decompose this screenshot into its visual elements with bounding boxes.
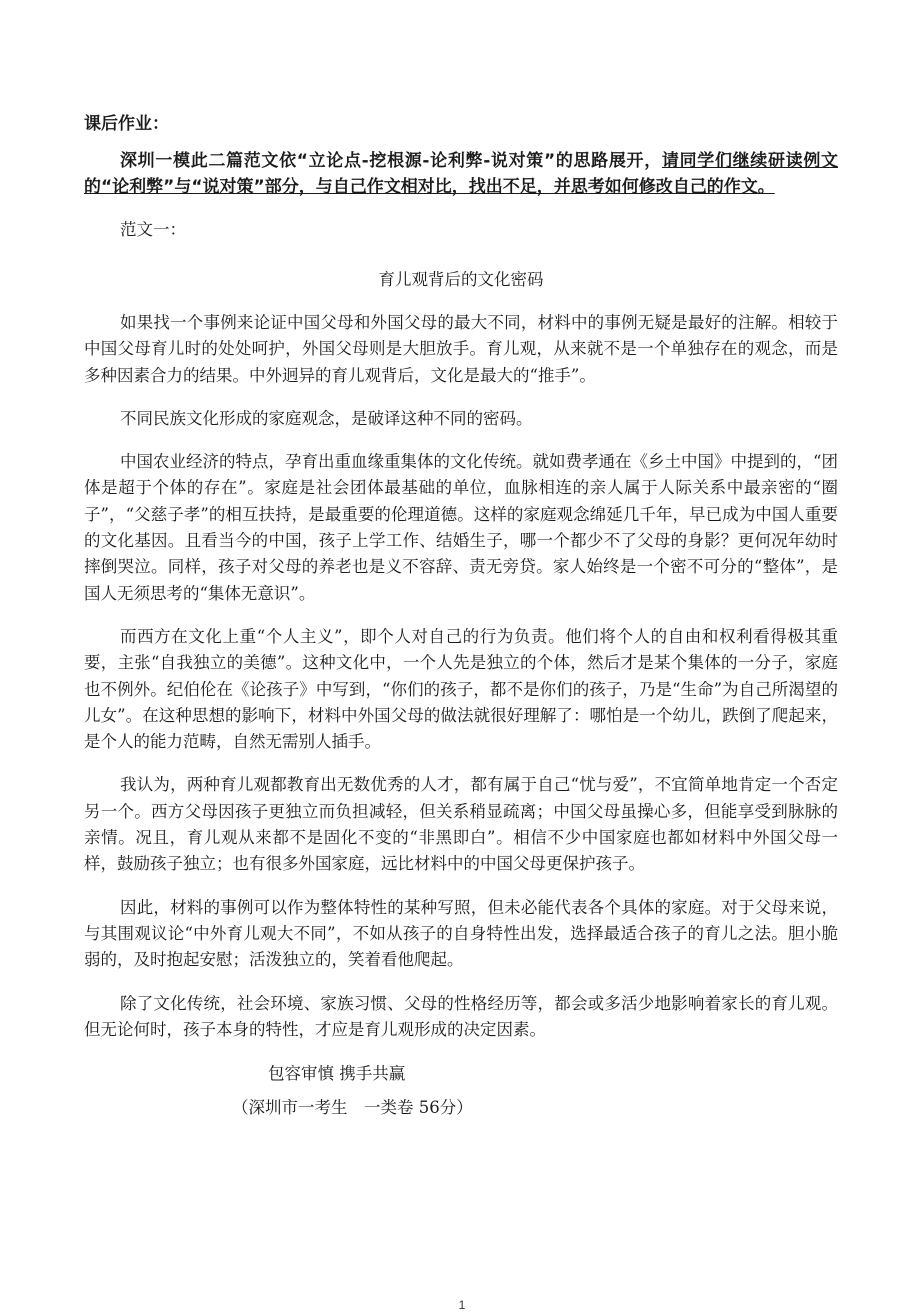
essay1-title: 育儿观背后的文化密码 [378,270,544,289]
essay1-paragraph-1: 如果找一个事例来论证中国父母和外国父母的最大不同，材料中的事例无疑是最好的注解。相较于中国父母育儿时的处处呵护，外国父母则是大胆放手。育儿观，从来就不是一个单独存在的观念，而是多种因素合力的结果。中外迥异的育儿观背后，文化是最大的“推手”。 [84,313,838,385]
page-number: 1 [458,1298,466,1312]
essay1-paragraph-3: 中国农业经济的特点，孕育出重血缘重集体的文化传统。就如费孝通在《乡土中国》中提到的，“团体是超于个体的存在”。家庭是社会团体最基础的单位，血脉相连的亲人属于人际关系中最亲密的“圈子”，“父慈子孝”的相互扶持，是最重要的伦理道德。这样的家庭观念绵延几千年，早已成为中国人重要的文化基因。且看当今的中国，孩子上学工作、结婚生子，哪一个都少不了父母的身影？更何况年幼时摔倒哭泣。同样，孩子对父母的养老也是义不容辞、责无旁贷。家人始终是一个密不可分的“整体”，是国人无须思考的“集体无意识”。 [84,452,838,603]
instruction-plain-text: 深圳一模此二篇范文依“立论点-挖根源-论利弊-说对策”的思路展开， [120,151,662,171]
essay1-label: 范文一： [120,220,186,239]
essay1-paragraph-2: 不同民族文化形成的家庭观念，是破译这种不同的密码。 [120,408,533,428]
instruction-underlined-text: 请同学们继续研读例文的“论利弊”与“说对策”部分，与自己作文相对比，找出不足，并思考如何修改自己的作文。 [84,151,839,197]
essay2-author-info: （深圳市一考生 一类卷 56分） [232,1098,473,1118]
document-page [84,110,839,1312]
essay2-title: 包容审慎 携手共赢 [268,1064,406,1084]
homework-title: 课后作业： [84,114,169,134]
essay1-paragraph-6: 因此，材料的事例可以作为整体特性的某种写照，但未必能代表各个具体的家庭。对于父母来说，与其围观议论“中外育儿观大不同”，不如从孩子的自身特性出发，选择最适合孩子的育儿之法。胆小脆弱的，及时抱起安慰；活泼独立的，笑着看他爬起。 [84,897,838,970]
essay1-paragraph-4: 而西方在文化上重“个人主义”，即个人对自己的行为负责。他们将个人的自由和权利看得极其重要，主张“自我独立的美德”。这种文化中，一个人先是独立的个体，然后才是某个集体的一分子，家庭也不例外。纪伯伦在《论孩子》中写到，“你们的孩子，都不是你们的孩子，乃是“生命”为自己所渴望的儿女”。在这种思想的影响下，材料中外国父母的做法就很好理解了：哪怕是一个幼儿，跌倒了爬起来，是个人的能力范畴，自然无需别人插手。 [84,626,838,752]
homework-instruction [84,148,838,200]
essay1-paragraph-7: 除了文化传统，社会环境、家族习惯、父母的性格经历等，都会或多活少地影响着家长的育儿观。但无论何时，孩子本身的特性，才应是育儿观形成的决定因素。 [84,993,838,1039]
essay1-paragraph-5: 我认为，两种育儿观都教育出无数优秀的人才，都有属于自己“忧与爱”，不宜简单地肯定一个否定另一个。西方父母因孩子更独立而负担减轻，但关系稍显疏离；中国父母虽操心多，但能享受到脉脉的亲情。况且，育儿观从来都不是固化不变的“非黑即白”。相信不少中国家庭也都如材料中外国父母一样，鼓励孩子独立；也有很多外国家庭，远比材料中的中国父母更保护孩子。 [84,775,838,874]
